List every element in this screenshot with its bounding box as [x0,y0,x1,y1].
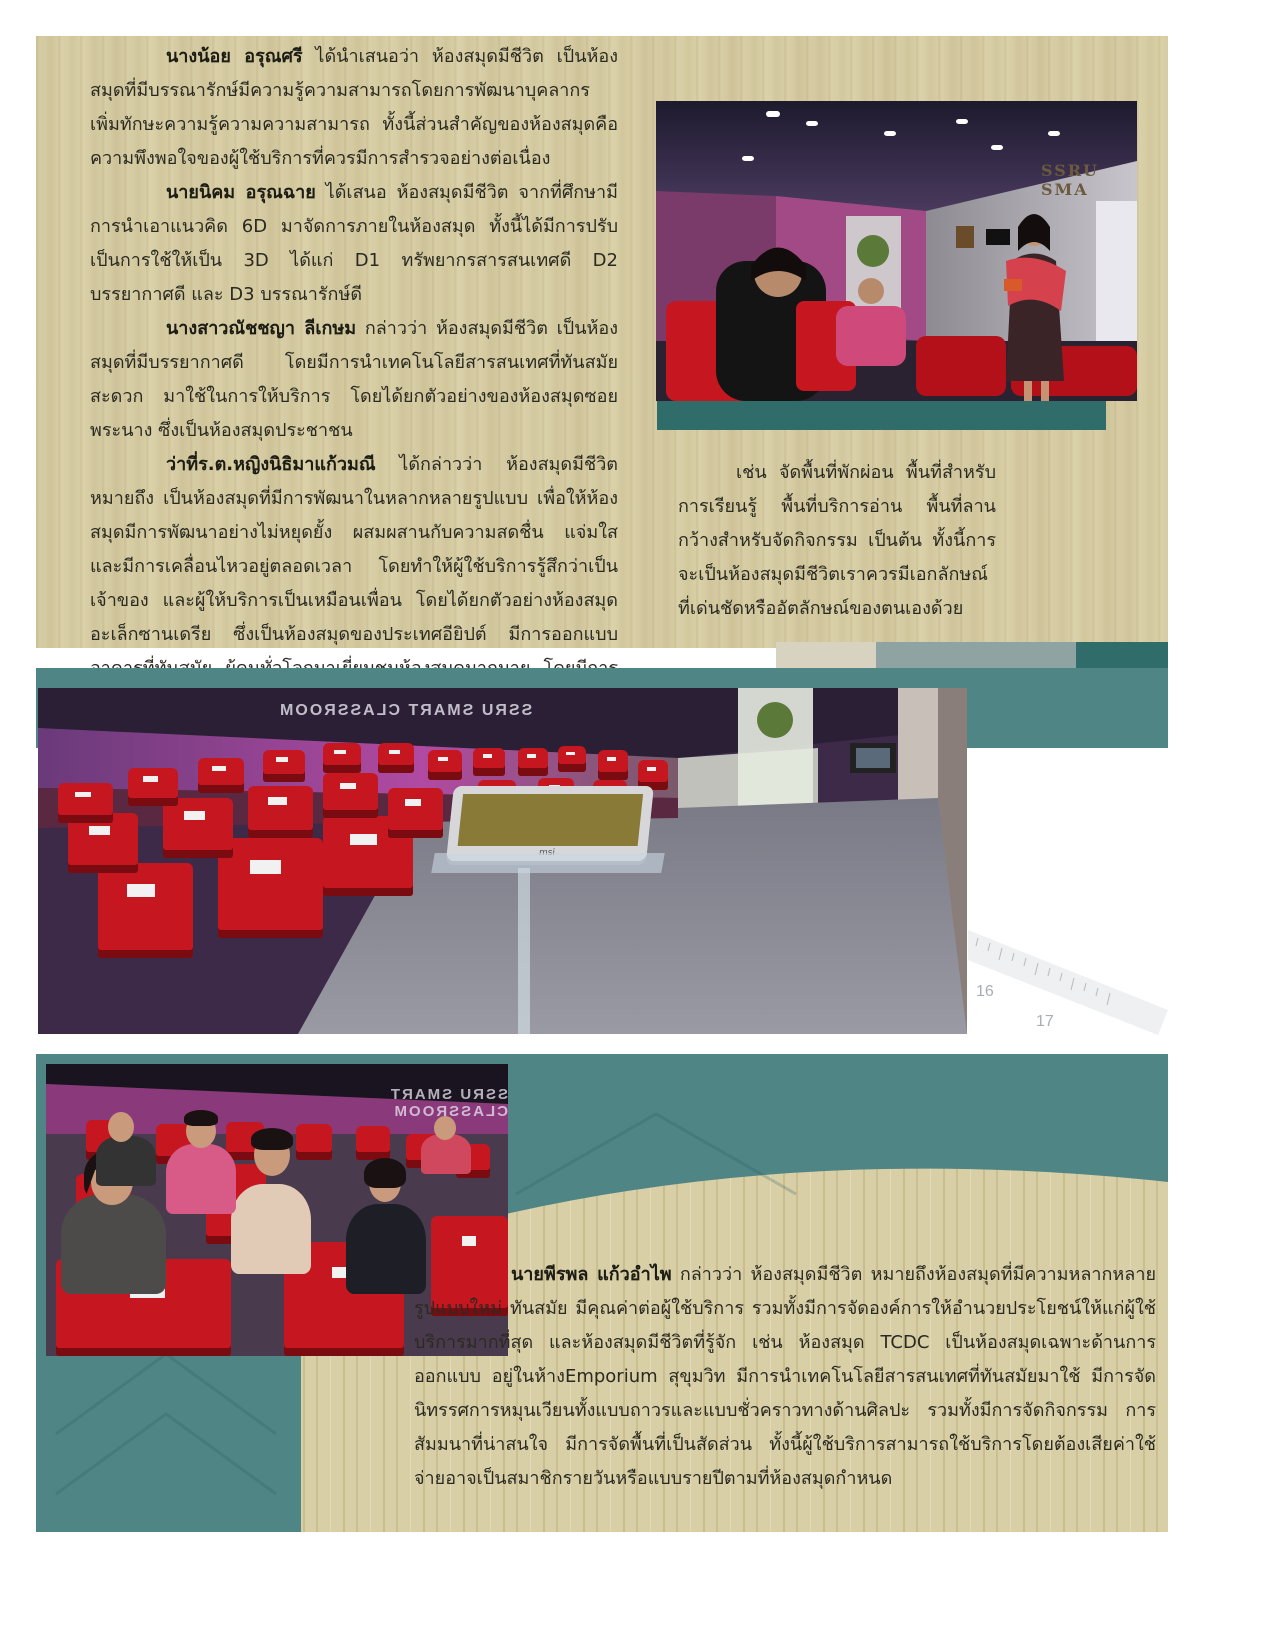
accent-strip [776,642,1168,668]
paragraph-3: นางสาวณัชชญา ลีเกษม กล่าวว่า ห้องสมุดมีชีวิต เป็นห้องสมุดที่มีบรรยากาศดี โดยมีการนำเทคโนโลยีสารสนเทศที่ทันสมัย สะดวก มาใช้ในการให้บริการ โดยได้ยกตัวอย่างของห้องสมุดซอยพระนาง ซึ่งเป็นห้องสมุดประชาชน [90,318,618,441]
chair [58,783,113,823]
chair [198,758,244,793]
ruler-number-16: 16 [976,983,994,1000]
podium-stand [518,868,530,1034]
podium-glass [431,853,665,873]
chair [388,788,443,838]
chair [598,750,628,780]
chair [263,750,305,782]
photo-caption-bar [657,401,1106,430]
classroom-sign-text: SSRU SMART CLASSROOM [278,702,533,719]
attendee [421,1134,471,1174]
attendee [96,1136,156,1186]
speaker-5-name: นายพีรพล แก้วอำไพ [511,1264,672,1285]
chair [128,768,178,806]
ruler-number-17: 17 [1036,1013,1054,1030]
accent-strip-dark [1076,642,1168,668]
left-text-column [90,40,618,720]
attendee [61,1194,166,1294]
speaker-4-name: ว่าที่ร.ต.หญิงนิธิมาแก้วมณี [166,454,376,475]
chair [473,748,505,776]
speaker-2-name: นายนิคม อรุณฉาย [166,182,316,203]
accent-strip-light [776,642,876,668]
monitor-screen [458,794,643,846]
speaker-3-name: นางสาวณัชชญา ลีเกษม [166,318,357,339]
attendee-hair [184,1110,218,1126]
chair [218,838,323,938]
chair [428,750,462,780]
chair [378,743,414,773]
room-sign-text: SSRU SMA [1041,161,1100,199]
attendee-head [108,1112,134,1142]
ruler-decoration [968,820,1248,1050]
speaker-1-name: นางน้อย อรุณศรี [166,46,303,67]
bottom-text-block [414,1258,1156,1496]
photo-presenter [656,101,1137,401]
chair [98,863,193,958]
chair [163,798,233,858]
paragraph-4: ว่าที่ร.ต.หญิงนิธิมาแก้วมณี ได้กล่าวว่า ห้องสมุดมีชีวิต หมายถึง เป็นห้องสมุดที่มีการพัฒนาในหลากหลายรูปแบบ เพื่อให้ห้องสมุดมีการพัฒนาอย่างไม่หยุดยั้ง ผสมผสานกับความสดชื่น แจ่มใสและมีการเคลื่อนไหวอยู่ตลอดเวลา โดยทำให้ผู้ใช้บริการรู้สึกว่าเป็นเจ้าของ และผู้ให้บริการเป็นเหมือนเพื่อน โดยได้ยกตัวอย่างห้องสมุดอะเล็กซานเดรีย ซึ่งเป็นห้องสมุดของประเทศอียิปต์ มีการออกแบบ [90,448,618,720]
photo-classroom [38,688,967,1034]
paragraph-bottom: นายพีรพล แก้วอำไพ กล่าวว่า ห้องสมุดมีชีวิต หมายถึงห้องสมุดที่มีความหลากหลายรูปแบบใหม่ ทันสมัย มีคุณค่าต่อผู้ใช้บริการ รวมทั้งมีการจัดองค์การให้อำนวยประโยชน์ให้แก่ผู้ใช้บริการมากที่สุด และห้องสมุดมีชีวิตที่รู้จัก เช่น ห้องสมุด TCDC เป็นห้องสมุดเฉพาะด้านการออกแบบ อยู่ในห้างEmporium สุขุมวิท มีการนำเทคโนโลยีสารสนเทศที่ทันสมัยมาใช้ มีการจัดนิทรรศการหมุนเวียนทั้งแบบถาวรและแบบชั่วคราวทางด้านศิลปะ รวมทั้งมีการจัดกิจกรรม การสัมมนาที่น่าสนใจ มีการจัดพื้นที่เป็นสัดส่วน ทั้งนี้ผู้ใช้บริการสามารถใช้บริการโดยต้องเสียค่าใช้จ่ายอาจเป็นสมาชิกรายวันหรือแบบรายปีตามที่ห้องสมุดกำหนด [414,1264,1156,1489]
attendee-hair [251,1128,293,1150]
chair [323,773,378,818]
audience-sign-text: SSRU SMART CLASSROOM [388,1086,508,1120]
paragraph-1: นางน้อย อรุณศรี ได้นำเสนอว่า ห้องสมุดมีชีวิต เป็นห้องสมุดที่มีบรรณารักษ์มีความรู้ความสามารถโดยการพัฒนาบุคลากรเพิ่มทักษะความรู้ความความสามารถ ทั้งนี้ส่วนสำคัญของห้องสมุดคือ ความพึงพอใจของผู้ใช้บริการที่ควรมีการสำรวจอย่างต่อเนื่อง [90,46,618,169]
right-text-column [678,456,996,626]
accent-strip-gray [876,642,1076,668]
paragraph-right: เช่น จัดพื้นที่พักผ่อน พื้นที่สำหรับการเรียนรู้ พื้นที่บริการอ่าน พื้นที่ลานกว้างสำหรับจัดกิจกรรม เป็นต้น ทั้งนี้การจะเป็นห้องสมุดมีชีวิตเราควรมีเอกลักษณ์ที่เด่นชัดหรืออัตลักษณ์ของตนเองด้วย [678,462,996,619]
chair [296,1124,332,1160]
chair [323,743,361,773]
chair [248,786,313,838]
attendee-hair [364,1158,406,1188]
chair [518,748,548,776]
attendee [166,1144,236,1214]
attendee [231,1184,311,1274]
paragraph-2: นายนิคม อรุณฉาย ได้เสนอ ห้องสมุดมีชีวิต จากที่ศึกษามีการนำเอาแนวคิด 6D มาจัดการภายในห้องสมุด ทั้งนี้ได้มีการปรับเป็นการใช้ให้เป็น 3D ได้แก่ D1 ทรัพยากรสารสนเทศดี D2 บรรยากาศดี และ D3 บรรณารักษ์ดี [90,182,618,305]
photo-presenter-art [656,101,1137,401]
podium-monitor [446,786,654,861]
chair [356,1126,390,1160]
chair [558,746,586,772]
